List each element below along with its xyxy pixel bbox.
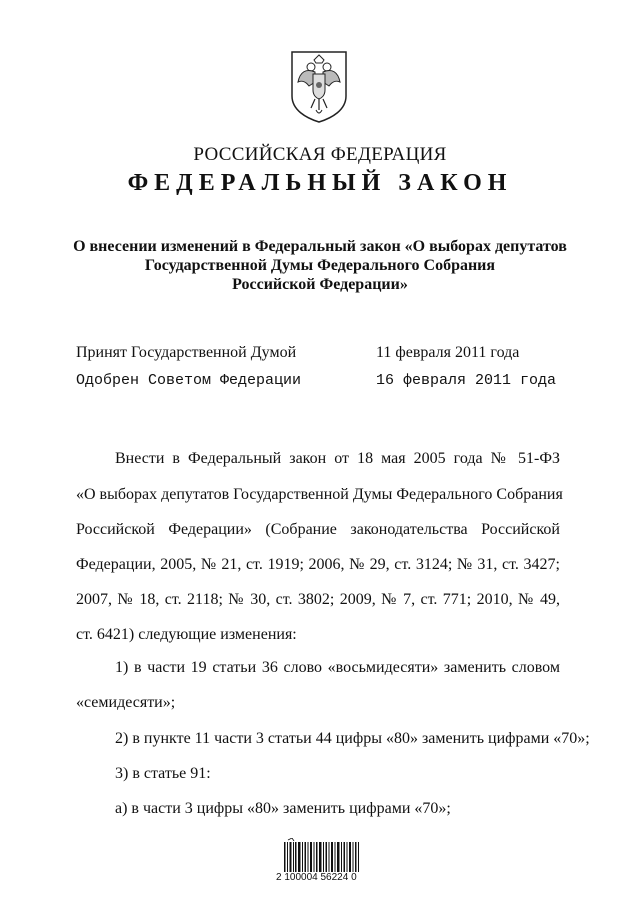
state-emblem-icon: [288, 48, 350, 124]
barcode-number: 2 100004 56224 0: [276, 872, 357, 883]
body-line: 2007, № 18, ст. 2118; № 30, ст. 3802; 2009, № 7, ст. 771; 2010, № 49,: [76, 591, 560, 608]
law-title: [60, 237, 580, 294]
body-line: ст. 6421) следующие изменения:: [76, 626, 297, 643]
item-1-line: «семидесяти»;: [76, 694, 176, 711]
duma-adoption-label: Принят Государственной Думой: [76, 344, 297, 361]
body-line: Федерации, 2005, № 21, ст. 1919; 2006, № 29, ст. 3124; № 31, ст. 3427;: [76, 556, 560, 573]
item-3: 3) в статье 91:: [115, 765, 211, 782]
item-3a: а) в части 3 цифры «80» заменить цифрами «70»;: [115, 800, 451, 817]
law-title-line: О внесении изменений в Федеральный закон «О выборах депутатов: [73, 238, 567, 255]
law-title-line: Государственной Думы Федерального Собрания: [144, 257, 496, 274]
council-approval-label: Одобрен Советом Федерации: [76, 372, 302, 389]
council-approval-date: 16 февраля 2011 года: [376, 372, 557, 389]
country-name: РОССИЙСКАЯ ФЕДЕРАЦИЯ: [193, 144, 447, 165]
body-line: Российской Федерации» (Собрание законодательства Российской: [76, 521, 560, 538]
law-title-line: Российской Федерации»: [232, 276, 408, 293]
body-line: «О выборах депутатов Государственной Думы Федерального Собрания: [76, 486, 563, 503]
document-type: ФЕДЕРАЛЬНЫЙ ЗАКОН: [127, 170, 513, 196]
body-line: Внести в Федеральный закон от 18 мая 2005 года № 51-ФЗ: [115, 450, 560, 467]
duma-adoption-date: 11 февраля 2011 года: [376, 344, 520, 361]
item-2: 2) в пункте 11 части 3 статьи 44 цифры «80» заменить цифрами «70»;: [115, 730, 590, 747]
item-1-line: 1) в части 19 статьи 36 слово «восьмидесяти» заменить словом: [115, 659, 560, 676]
